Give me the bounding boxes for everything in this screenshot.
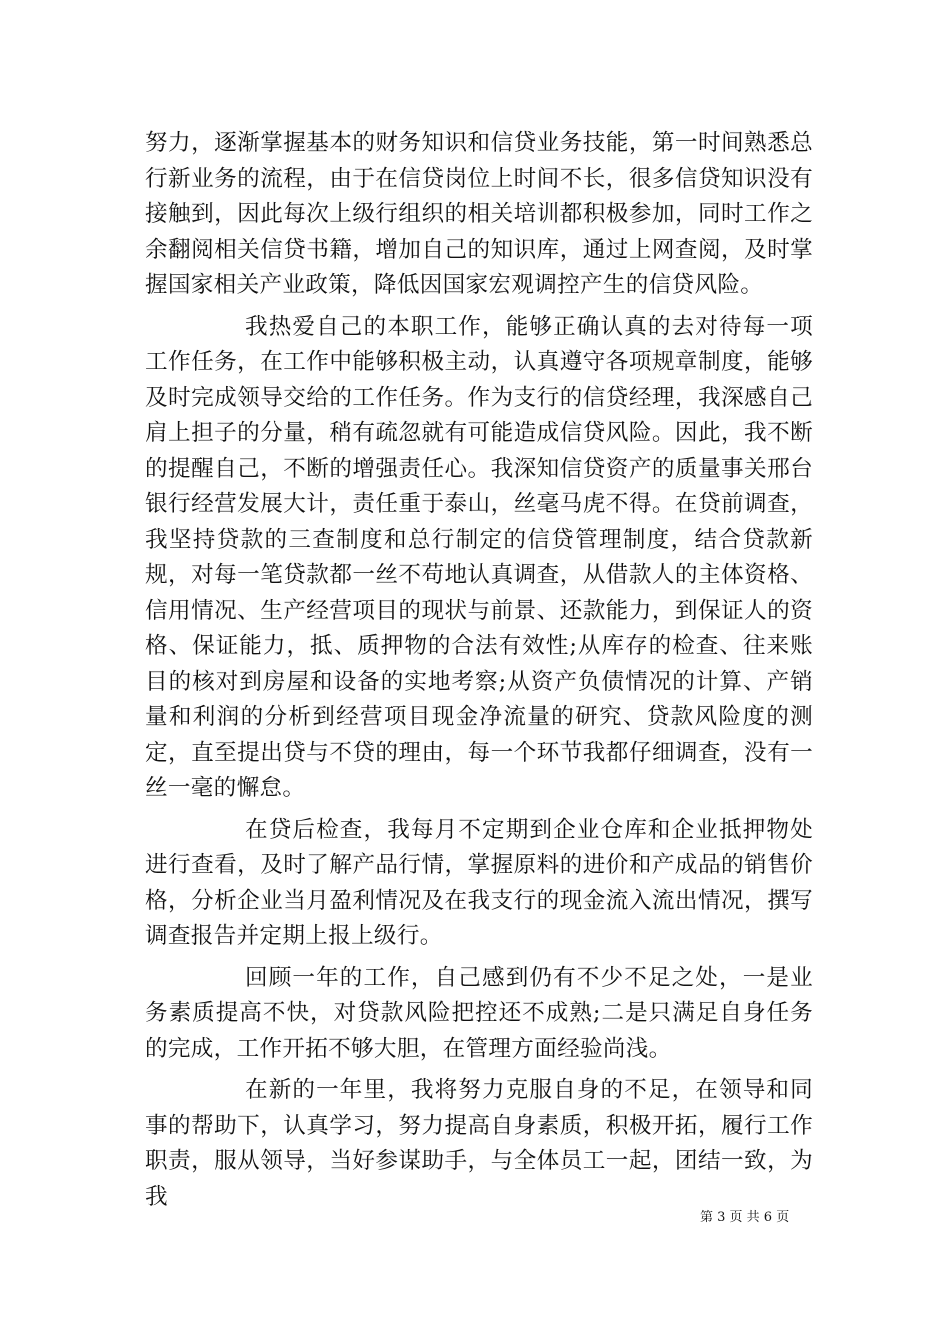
page-number-footer: 第 3 页 共 6 页 xyxy=(700,1210,790,1225)
paragraph-3: 在贷后检查，我每月不定期到企业仓库和企业抵押物处进行查看，及时了解产品行情，掌握原料的进价和产成品的销售价格，分析企业当月盈利情况及在我支行的现金流入流出情况，撰写调查报告并定期上报上级行。 xyxy=(145,816,813,949)
body-text xyxy=(145,126,813,1221)
paragraph-1: 努力，逐渐掌握基本的财务知识和信贷业务技能，第一时间熟悉总行新业务的流程，由于在信贷岗位上时间不长，很多信贷知识没有接触到，因此每次上级行组织的相关培训都积极参加，同时工作之余翻阅相关信贷书籍，增加自己的知识库，通过上网查阅，及时掌握国家相关产业政策，降低因国家宏观调控产生的信贷风险。 xyxy=(145,130,813,298)
paragraph-4: 回顾一年的工作，自己感到仍有不少不足之处，一是业务素质提高不快，对贷款风险把控还不成熟;二是只满足自身任务的完成，工作开拓不够大胆，在管理方面经验尚浅。 xyxy=(145,964,813,1062)
paragraph-2: 我热爱自己的本职工作，能够正确认真的去对待每一项工作任务，在工作中能够积极主动，认真遵守各项规章制度，能够及时完成领导交给的工作任务。作为支行的信贷经理，我深感自己肩上担子的分量，稍有疏忽就有可能造成信贷风险。因此，我不断的提醒自己，不断的增强责任心。我深知信贷资产的质量事关邢台银行经营发展大计，责任重于泰山，丝毫马虎不得。在贷前调查，我坚持贷款的三查制度和总行制定的信贷管理制度，结合贷款新规，对每一笔贷款都一丝不苟地认真调查，从借款人的主体资格、信用情况、生产经营项目的现状与前景、还款能力，到保证人的资格、保证能力，抵、质押物的合法有效性;从库存的检查、往来账目的核对到房屋和设备的实地考察;从资产负债情况的计算、产销量和利润的分析到经营项目现金净流量的研究、贷款风险度的测定，直至提出贷与不贷的理由，每一个环节我都仔细调查，没有一丝一毫的懈怠。 xyxy=(145,313,813,801)
paragraph-5: 在新的一年里，我将努力克服自身的不足，在领导和同事的帮助下，认真学习，努力提高自身素质，积极开拓，履行工作职责，服从领导，当好参谋助手，与全体员工一起，团结一致，为我 xyxy=(145,1077,813,1210)
